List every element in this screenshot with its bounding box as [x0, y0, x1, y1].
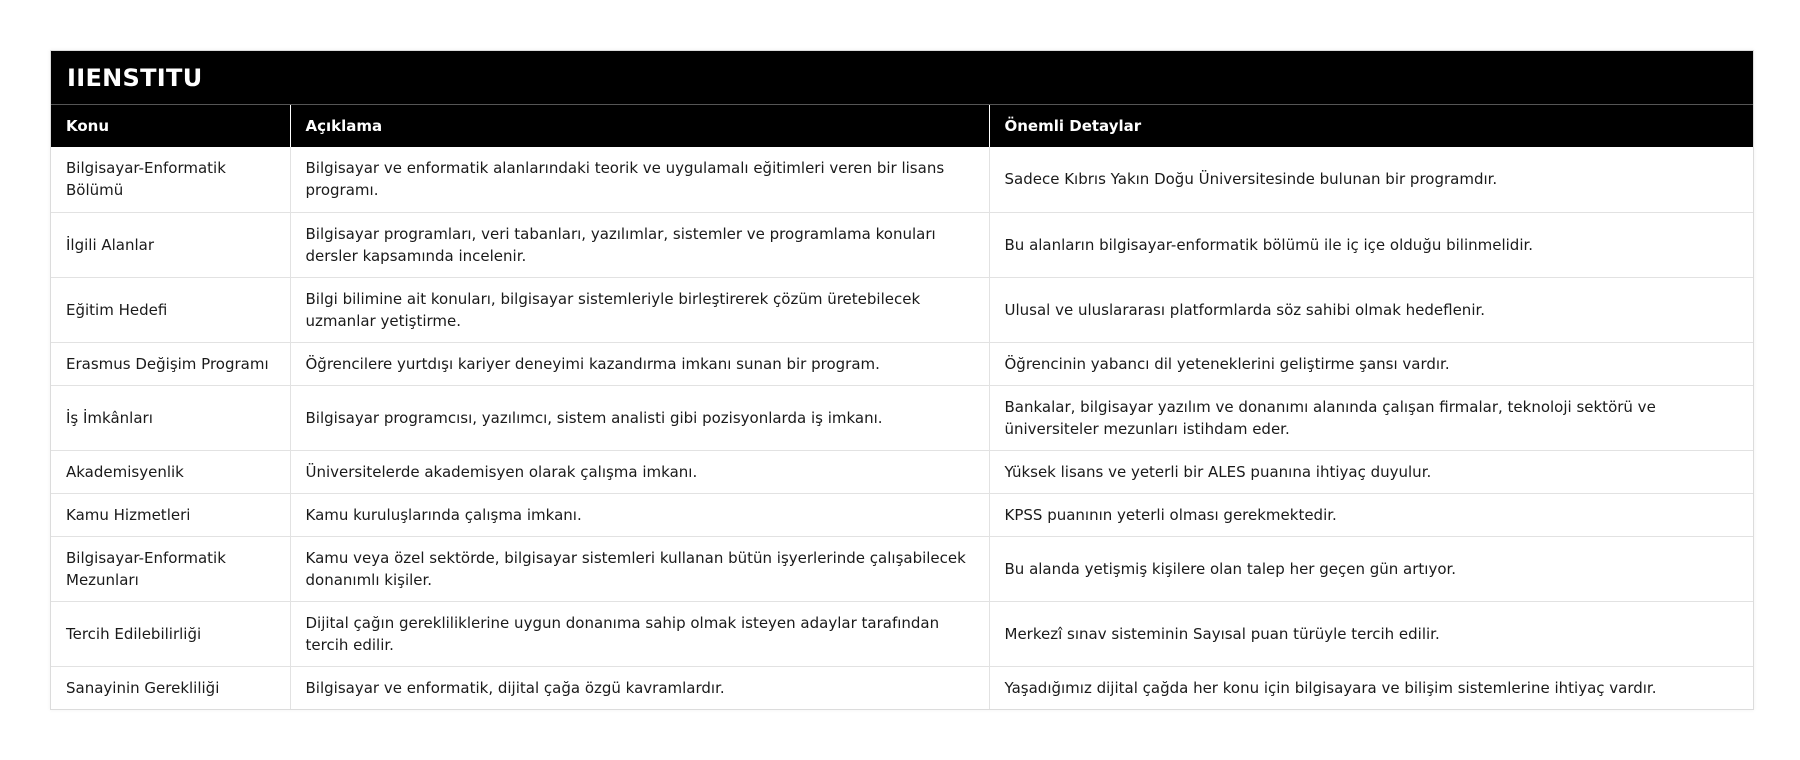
- cell-detay: Öğrencinin yabancı dil yeteneklerini geliştirme şansı vardır.: [989, 342, 1753, 385]
- cell-detay: Sadece Kıbrıs Yakın Doğu Üniversitesinde bulunan bir programdır.: [989, 147, 1753, 212]
- table-header: [51, 105, 1753, 147]
- table-row: [51, 666, 1753, 709]
- info-table-card: [50, 50, 1754, 710]
- cell-aciklama: Kamu kuruluşlarında çalışma imkanı.: [290, 493, 989, 536]
- cell-konu: İş İmkânları: [51, 385, 290, 450]
- table-row: [51, 342, 1753, 385]
- cell-konu: İlgili Alanlar: [51, 212, 290, 277]
- table-row: [51, 212, 1753, 277]
- cell-detay: Bu alanların bilgisayar-enformatik bölümü ile iç içe olduğu bilinmelidir.: [989, 212, 1753, 277]
- cell-aciklama: Kamu veya özel sektörde, bilgisayar sistemleri kullanan bütün işyerlerinde çalışabilecek donanımlı kişiler.: [290, 536, 989, 601]
- table-body: [51, 147, 1753, 709]
- cell-detay: KPSS puanının yeterli olması gerekmektedir.: [989, 493, 1753, 536]
- cell-aciklama: Bilgisayar programcısı, yazılımcı, sistem analisti gibi pozisyonlarda iş imkanı.: [290, 385, 989, 450]
- cell-detay: Bu alanda yetişmiş kişilere olan talep her geçen gün artıyor.: [989, 536, 1753, 601]
- cell-konu: Kamu Hizmetleri: [51, 493, 290, 536]
- cell-aciklama: Dijital çağın gerekliliklerine uygun donanıma sahip olmak isteyen adaylar tarafından tercih edilir.: [290, 601, 989, 666]
- column-header-aciklama: Açıklama: [290, 105, 989, 147]
- cell-detay: Ulusal ve uluslararası platformlarda söz sahibi olmak hedeflenir.: [989, 277, 1753, 342]
- cell-detay: Yüksek lisans ve yeterli bir ALES puanına ihtiyaç duyulur.: [989, 450, 1753, 493]
- cell-detay: Merkezî sınav sisteminin Sayısal puan türüyle tercih edilir.: [989, 601, 1753, 666]
- column-header-konu: Konu: [51, 105, 290, 147]
- cell-aciklama: Bilgisayar ve enformatik, dijital çağa özgü kavramlardır.: [290, 666, 989, 709]
- cell-konu: Erasmus Değişim Programı: [51, 342, 290, 385]
- brand-title: IIENSTITU: [51, 51, 1753, 105]
- cell-konu: Bilgisayar-Enformatik Mezunları: [51, 536, 290, 601]
- column-header-detaylar: Önemli Detaylar: [989, 105, 1753, 147]
- table-row: [51, 147, 1753, 212]
- cell-detay: Yaşadığımız dijital çağda her konu için bilgisayara ve bilişim sistemlerine ihtiyaç vardır.: [1004, 678, 1657, 697]
- cell-konu: Bilgisayar-Enformatik Bölümü: [51, 147, 290, 212]
- cell-aciklama: Öğrencilere yurtdışı kariyer deneyimi kazandırma imkanı sunan bir program.: [290, 342, 989, 385]
- cell-konu: Akademisyenlik: [51, 450, 290, 493]
- cell-aciklama: Bilgi bilimine ait konuları, bilgisayar sistemleriyle birleştirerek çözüm üretebilecek uzmanlar yetiştirme.: [290, 277, 989, 342]
- table-row: [51, 450, 1753, 493]
- table-row: [51, 277, 1753, 342]
- cell-detay: Bankalar, bilgisayar yazılım ve donanımı alanında çalışan firmalar, teknoloji sektörü ve üniversiteler mezunları istihdam eder.: [989, 385, 1753, 450]
- table-row: [51, 601, 1753, 666]
- table-row: [51, 385, 1753, 450]
- table-row: [51, 493, 1753, 536]
- cell-aciklama: Bilgisayar ve enformatik alanlarındaki teorik ve uygulamalı eğitimleri veren bir lisans programı.: [290, 147, 989, 212]
- cell-aciklama: Bilgisayar programları, veri tabanları, yazılımlar, sistemler ve programlama konuları dersler kapsamında incelenir.: [290, 212, 989, 277]
- info-table: [51, 105, 1753, 709]
- cell-aciklama: Üniversitelerde akademisyen olarak çalışma imkanı.: [290, 450, 989, 493]
- cell-konu: Sanayinin Gerekliliği: [51, 666, 290, 709]
- table-row: [51, 536, 1753, 601]
- cell-konu: Eğitim Hedefi: [51, 277, 290, 342]
- cell-konu: Tercih Edilebilirliği: [51, 601, 290, 666]
